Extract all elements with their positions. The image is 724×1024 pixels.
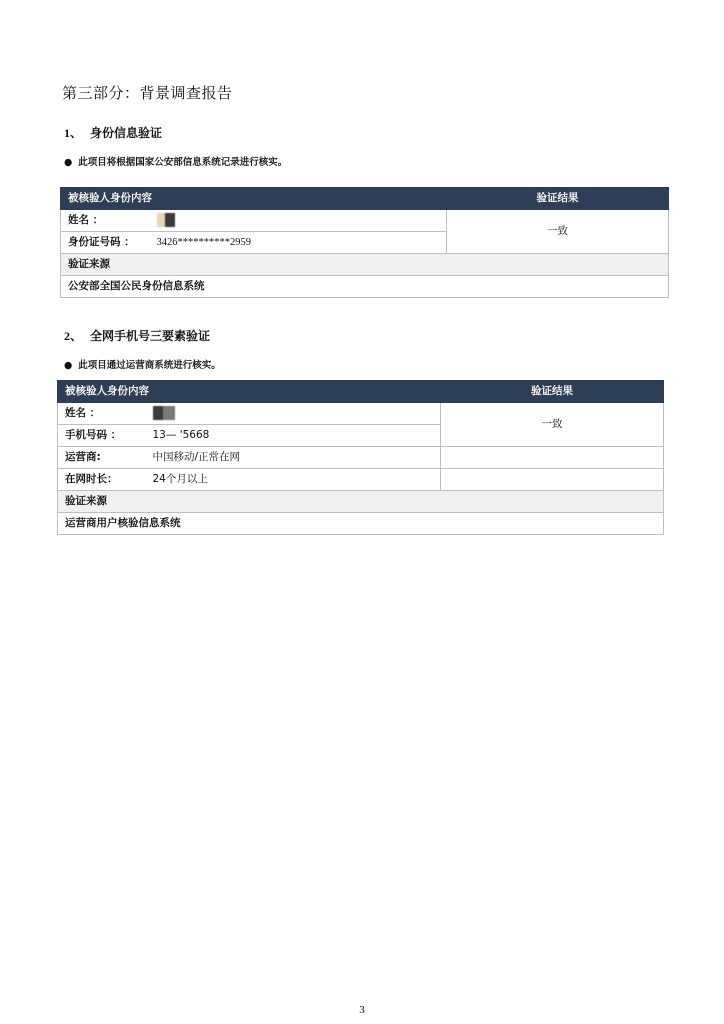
section-1-heading — [64, 124, 162, 141]
phone-label: 手机号码 ： — [58, 425, 146, 447]
source-value: 公安部全国公民身份信息系统 — [61, 276, 669, 298]
section-1-note — [64, 154, 287, 168]
table-row — [58, 447, 664, 469]
redacted-name-mark — [157, 213, 175, 227]
source-label: 验证来源 — [61, 254, 669, 276]
table-row — [58, 403, 664, 425]
section-1-note-text: 此项目将根据国家公安部信息系统记录进行核实。 — [78, 157, 288, 168]
section-2-note-text: 此项目通过运营商系统进行核实。 — [78, 360, 221, 371]
table-row — [58, 469, 664, 491]
name-value — [146, 403, 441, 425]
section-2-number: 2、 — [64, 329, 83, 343]
table-header-result: 验证结果 — [447, 188, 669, 210]
empty-cell — [441, 447, 664, 469]
tenure-label: 在网时长： — [58, 469, 146, 491]
verification-result: 一致 — [447, 210, 669, 254]
table-row — [61, 254, 669, 276]
table-header-result: 验证结果 — [441, 381, 664, 403]
name-label: 姓名 ： — [61, 210, 150, 232]
verification-result: 一致 — [441, 403, 664, 447]
name-label: 姓名 ： — [58, 403, 146, 425]
section-1-title: 身份信息验证 — [90, 126, 163, 140]
bullet-dot-icon: ● — [64, 157, 73, 168]
source-value: 运营商用户核验信息系统 — [58, 513, 664, 535]
carrier-value: 中国移动/正常在网 — [146, 447, 441, 469]
tenure-value: 24个月以上 — [146, 469, 441, 491]
table-header-row — [58, 381, 664, 403]
id-number-value: 3426**********2959 — [150, 232, 447, 254]
redacted-name-mark — [153, 406, 175, 420]
page-number: 3 — [359, 1004, 365, 1016]
table-header-row — [61, 188, 669, 210]
carrier-label: 运营商: — [58, 447, 146, 469]
section-2-title: 全网手机号三要素验证 — [90, 329, 211, 343]
table-row — [58, 513, 664, 535]
section-1-number: 1、 — [64, 126, 83, 140]
bullet-dot-icon: ● — [64, 360, 73, 371]
table-header-content: 被核验人身份内容 — [61, 188, 447, 210]
id-number-label: 身份证号码 ： — [61, 232, 150, 254]
table-row — [58, 491, 664, 513]
section-2-heading — [64, 327, 210, 344]
identity-verification-table — [60, 187, 669, 298]
phone-verification-table — [57, 380, 664, 535]
name-value — [150, 210, 447, 232]
empty-cell — [441, 469, 664, 491]
table-header-content: 被核验人身份内容 — [58, 381, 441, 403]
source-label: 验证来源 — [58, 491, 664, 513]
table-row — [61, 210, 669, 232]
table-row — [61, 276, 669, 298]
phone-value: 13— '5668 — [146, 425, 441, 447]
section-2-note — [64, 357, 221, 371]
part-title: 第三部分：背景调查报告 — [62, 84, 233, 102]
